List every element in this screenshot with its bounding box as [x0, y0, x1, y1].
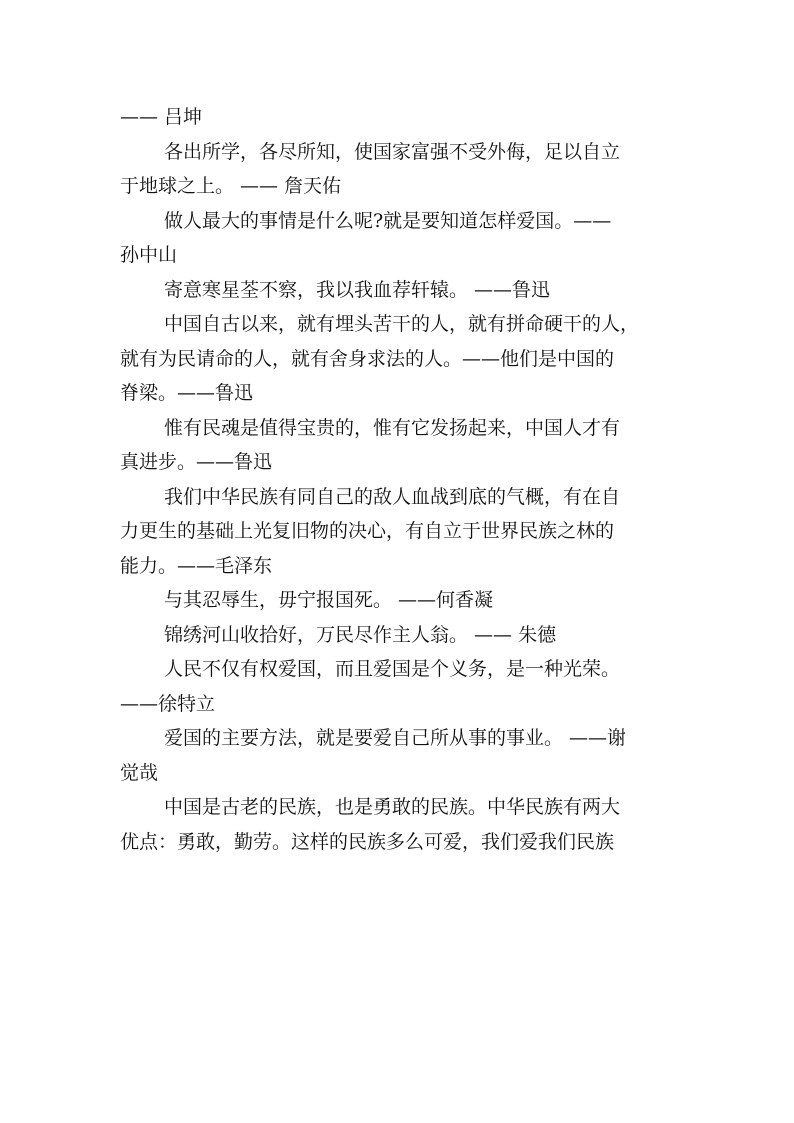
text-line: 与其忍辱生，毋宁报国死。 ——何香凝 — [164, 589, 494, 611]
text-line: 人民不仅有权爱国，而且爱国是个义务，是一种光荣。 — [164, 658, 621, 680]
text-line: 真进步。——鲁迅 — [120, 451, 273, 473]
text-line: 优点：勇敢，勤劳。这样的民族多么可爱，我们爱我们民族 — [120, 830, 615, 853]
text-line: 就有为民请命的人，就有舍身求法的人。——他们是中国的 — [120, 347, 615, 370]
text-line: 中国自古以来，就有埋头苦干的人，就有拼命硬干的人， — [164, 313, 640, 335]
text-line: 觉哉 — [120, 761, 159, 784]
text-line: 于地球之上。 —— 詹天佑 — [120, 175, 342, 197]
text-line: 孙中山 — [120, 244, 178, 266]
text-line: 做人最大的事情是什么呢?就是要知道怎样爱国。—— — [164, 209, 612, 232]
text-line: ——徐特立 — [120, 692, 216, 715]
text-line: 锦绣河山收拾好，万民尽作主人翁。 —— 朱德 — [164, 623, 557, 646]
text-line: —— 吕坤 — [120, 106, 203, 128]
text-line: 力更生的基础上光复旧物的决心，有自立于世界民族之林的 — [120, 520, 615, 542]
document-body — [120, 100, 680, 859]
text-line: 各出所学，各尽所知，使国家富强不受外侮，足以自立 — [164, 140, 621, 163]
text-line: 能力。——毛泽东 — [120, 554, 273, 577]
text-line: 我们中华民族有同自己的敌人血战到底的气概，有在自 — [164, 485, 621, 508]
text-line: 中国是古老的民族，也是勇敢的民族。中华民族有两大 — [164, 796, 621, 818]
text-line: 寄意寒星荃不察，我以我血荐轩辕。 ——鲁迅 — [164, 278, 551, 301]
text-line: 爱国的主要方法，就是要爱自己所从事的事业。 ——谢 — [164, 727, 627, 749]
text-line: 脊梁。——鲁迅 — [120, 382, 254, 404]
text-line: 惟有民魂是值得宝贵的，惟有它发扬起来，中国人才有 — [164, 416, 621, 439]
